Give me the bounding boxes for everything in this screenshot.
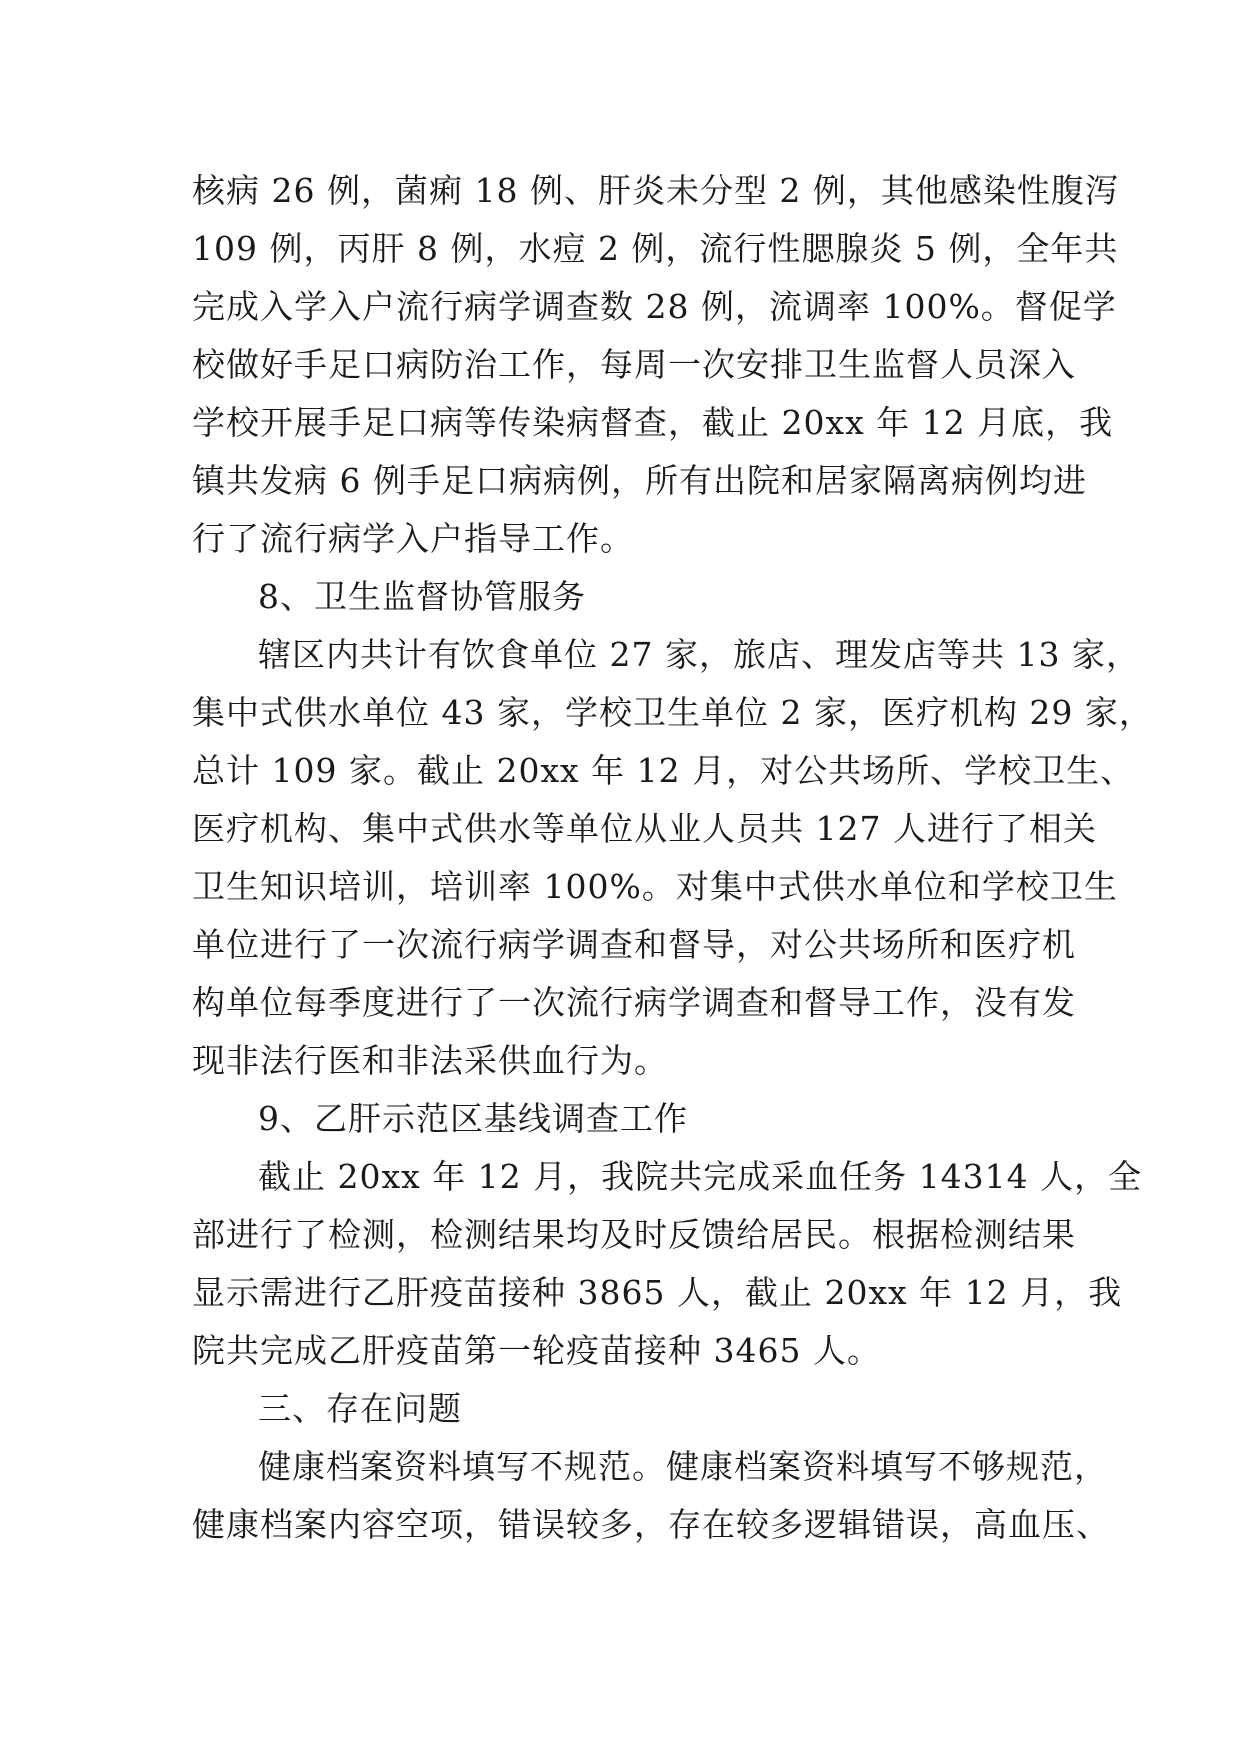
text-line: 医疗机构、集中式供水等单位从业人员共 127 人进行了相关 — [192, 809, 1097, 848]
text-line: 集中式供水单位 43 家，学校卫生单位 2 家，医疗机构 29 家， — [192, 693, 1153, 732]
body-text — [192, 162, 1153, 1554]
text-line: 总计 109 家。截止 20xx 年 12 月，对公共场所、学校卫生、 — [192, 751, 1135, 790]
text-line: 辖区内共计有饮食单位 27 家，旅店、理发店等共 13 家， — [258, 635, 1140, 674]
text-line: 8、卫生监督协管服务 — [258, 577, 586, 616]
text-line: 卫生知识培训，培训率 100%。对集中式供水单位和学校卫生 — [192, 867, 1118, 906]
text-line: 核病 26 例，菌痢 18 例、肝炎未分型 2 例，其他感染性腹泻 — [192, 171, 1119, 210]
text-line: 显示需进行乙肝疫苗接种 3865 人，截止 20xx 年 12 月，我 — [192, 1273, 1123, 1312]
text-line: 三、存在问题 — [258, 1389, 462, 1428]
text-line: 完成入学入户流行病学调查数 28 例，流调率 100%。督促学 — [192, 287, 1117, 326]
text-line: 健康档案资料填写不规范。健康档案资料填写不够规范， — [258, 1447, 1108, 1486]
text-line: 截止 20xx 年 12 月，我院共完成采血任务 14314 人，全 — [258, 1157, 1143, 1196]
text-line: 行了流行病学入户指导工作。 — [192, 519, 634, 558]
text-line: 单位进行了一次流行病学调查和督导，对公共场所和医疗机 — [192, 925, 1076, 964]
text-line: 109 例，丙肝 8 例，水痘 2 例，流行性腮腺炎 5 例，全年共 — [192, 229, 1119, 268]
text-line: 现非法行医和非法采供血行为。 — [192, 1041, 668, 1080]
text-line: 构单位每季度进行了一次流行病学调查和督导工作，没有发 — [192, 983, 1076, 1022]
text-line: 学校开展手足口病等传染病督查，截止 20xx 年 12 月底，我 — [192, 403, 1114, 442]
text-line: 健康档案内容空项，错误较多，存在较多逻辑错误，高血压、 — [192, 1505, 1110, 1544]
text-line: 部进行了检测，检测结果均及时反馈给居民。根据检测结果 — [192, 1215, 1076, 1254]
text-line: 院共完成乙肝疫苗第一轮疫苗接种 3465 人。 — [192, 1331, 881, 1370]
text-line: 镇共发病 6 例手足口病病例，所有出院和居家隔离病例均进 — [192, 461, 1087, 500]
text-line: 9、乙肝示范区基线调查工作 — [258, 1099, 688, 1138]
text-line: 校做好手足口病防治工作，每周一次安排卫生监督人员深入 — [192, 345, 1076, 384]
